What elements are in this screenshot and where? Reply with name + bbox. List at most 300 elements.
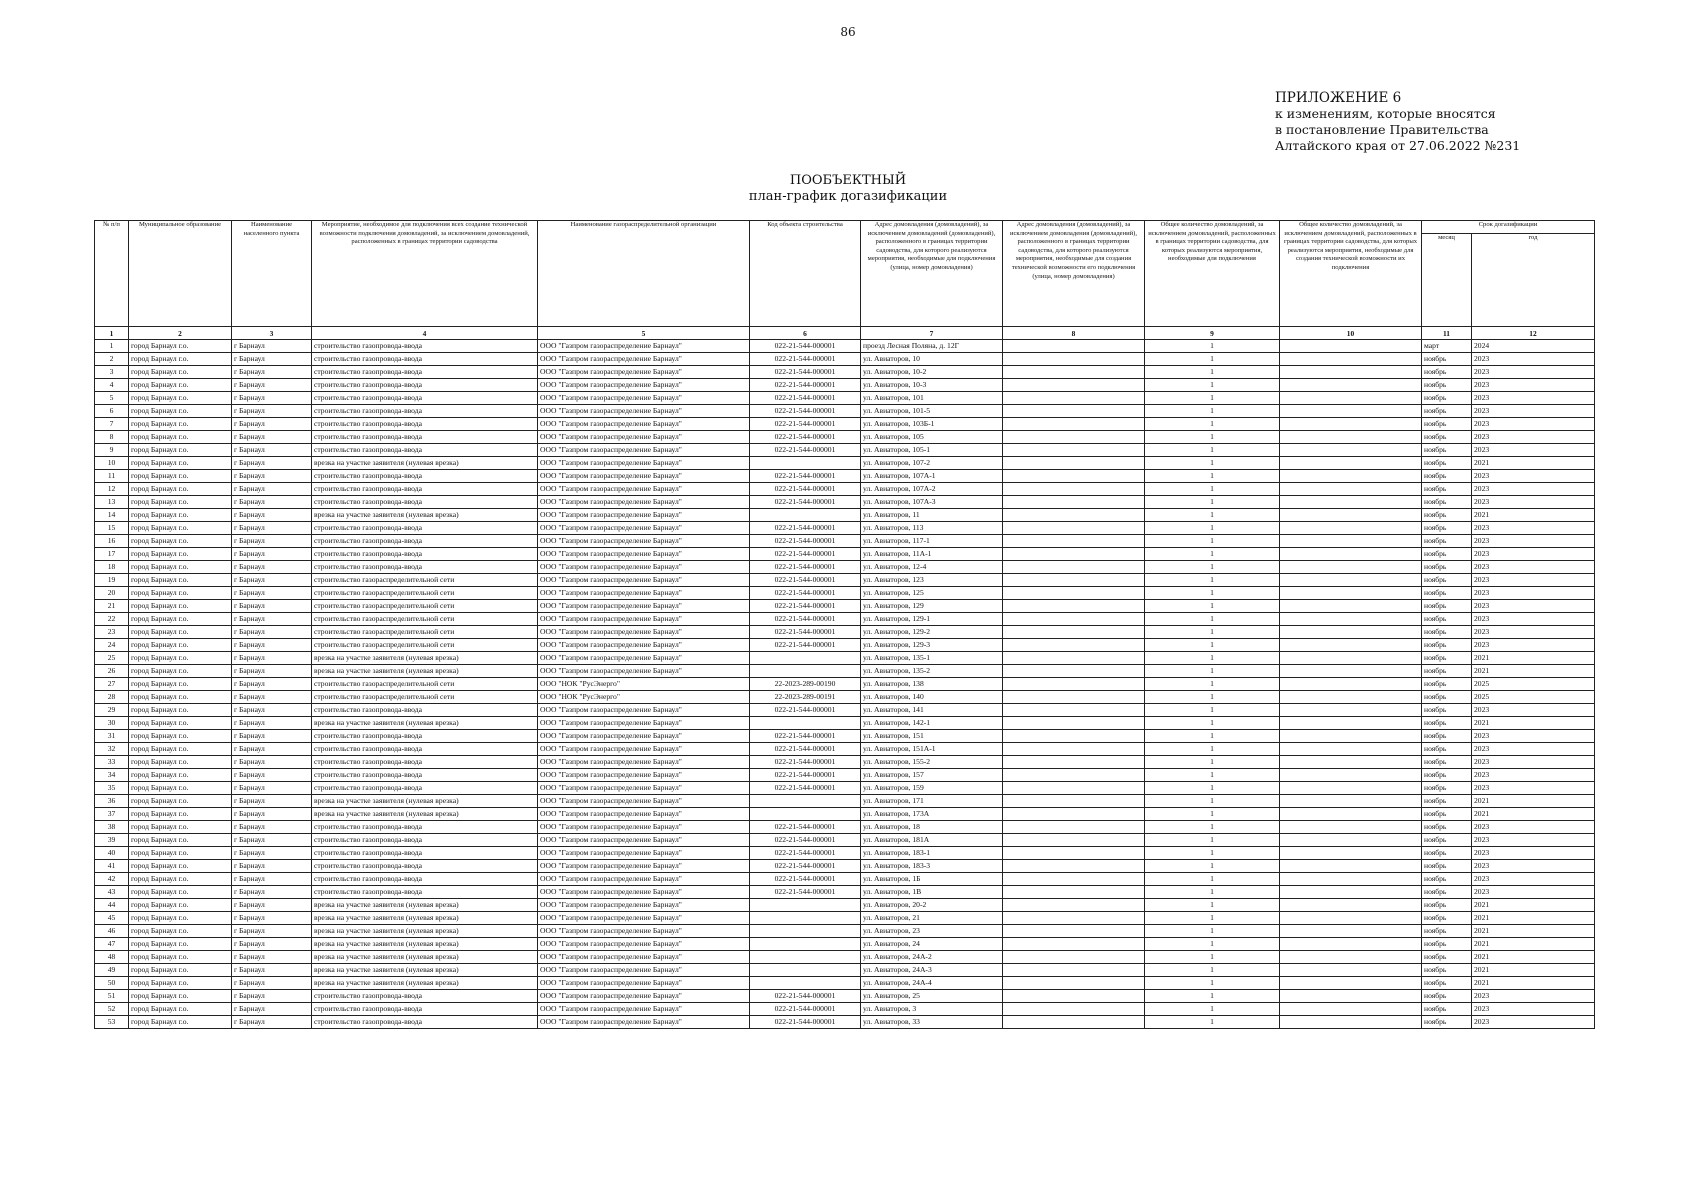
count-cell: 1 <box>1145 964 1280 977</box>
row-number-cell: 27 <box>95 678 129 691</box>
object-code-cell: 022-21-544-000001 <box>750 418 861 431</box>
year-cell: 2023 <box>1472 821 1595 834</box>
organization-cell: ООО "Газпром газораспределение Барнаул" <box>538 834 750 847</box>
organization-cell: ООО "Газпром газораспределение Барнаул" <box>538 561 750 574</box>
table-row <box>95 691 1595 704</box>
organization-cell: ООО "Газпром газораспределение Барнаул" <box>538 496 750 509</box>
count-tech-cell <box>1280 587 1422 600</box>
municipality-cell: город Барнаул г.о. <box>129 600 232 613</box>
table-row <box>95 899 1595 912</box>
table-row <box>95 821 1595 834</box>
year-cell: 2023 <box>1472 522 1595 535</box>
count-tech-cell <box>1280 756 1422 769</box>
settlement-cell: г Барнаул <box>232 1016 312 1029</box>
organization-cell: ООО "Газпром газораспределение Барнаул" <box>538 652 750 665</box>
address-tech-cell <box>1003 977 1145 990</box>
month-cell: ноябрь <box>1422 405 1472 418</box>
year-cell: 2023 <box>1472 353 1595 366</box>
settlement-cell: г Барнаул <box>232 977 312 990</box>
count-cell: 1 <box>1145 418 1280 431</box>
table-row <box>95 431 1595 444</box>
row-number-cell: 13 <box>95 496 129 509</box>
address-tech-cell <box>1003 418 1145 431</box>
year-cell: 2023 <box>1472 418 1595 431</box>
address-tech-cell <box>1003 561 1145 574</box>
organization-cell: ООО "Газпром газораспределение Барнаул" <box>538 574 750 587</box>
month-cell: ноябрь <box>1422 509 1472 522</box>
count-cell: 1 <box>1145 912 1280 925</box>
count-cell: 1 <box>1145 730 1280 743</box>
activity-cell: врезка на участке заявителя (нулевая врезка) <box>312 795 538 808</box>
address-tech-cell <box>1003 912 1145 925</box>
count-cell: 1 <box>1145 860 1280 873</box>
address-tech-cell <box>1003 899 1145 912</box>
settlement-cell: г Барнаул <box>232 821 312 834</box>
address-tech-cell <box>1003 379 1145 392</box>
address-tech-cell <box>1003 626 1145 639</box>
settlement-cell: г Барнаул <box>232 899 312 912</box>
address-tech-cell <box>1003 574 1145 587</box>
object-code-cell: 022-21-544-000001 <box>750 574 861 587</box>
month-cell: ноябрь <box>1422 548 1472 561</box>
count-cell: 1 <box>1145 990 1280 1003</box>
table-row <box>95 561 1595 574</box>
count-cell: 1 <box>1145 691 1280 704</box>
object-code-cell: 22-2023-289-00191 <box>750 691 861 704</box>
organization-cell: ООО "Газпром газораспределение Барнаул" <box>538 769 750 782</box>
count-tech-cell <box>1280 912 1422 925</box>
row-number-cell: 32 <box>95 743 129 756</box>
appendix-title: ПРИЛОЖЕНИЕ 6 <box>1275 90 1402 106</box>
organization-cell: ООО "Газпром газораспределение Барнаул" <box>538 1003 750 1016</box>
count-tech-cell <box>1280 730 1422 743</box>
organization-cell: ООО "Газпром газораспределение Барнаул" <box>538 704 750 717</box>
municipality-cell: город Барнаул г.о. <box>129 340 232 353</box>
month-cell: ноябрь <box>1422 964 1472 977</box>
address-cell: ул. Авиатоpов, 155-2 <box>861 756 1003 769</box>
object-code-cell: 022-21-544-000001 <box>750 340 861 353</box>
count-cell: 1 <box>1145 405 1280 418</box>
count-cell: 1 <box>1145 444 1280 457</box>
count-tech-cell <box>1280 639 1422 652</box>
activity-cell: строительство газопровода-ввода <box>312 821 538 834</box>
year-cell: 2021 <box>1472 912 1595 925</box>
count-cell: 1 <box>1145 769 1280 782</box>
month-cell: ноябрь <box>1422 366 1472 379</box>
object-code-cell <box>750 652 861 665</box>
month-cell: ноябрь <box>1422 782 1472 795</box>
table-row <box>95 509 1595 522</box>
document-title-line1: ПООБЪЕКТНЫЙ <box>789 173 907 188</box>
activity-cell: строительство газораспределительной сети <box>312 574 538 587</box>
address-tech-cell <box>1003 691 1145 704</box>
column-number: 8 <box>1003 327 1145 340</box>
count-cell: 1 <box>1145 457 1280 470</box>
row-number-cell: 5 <box>95 392 129 405</box>
address-tech-cell <box>1003 847 1145 860</box>
municipality-cell: город Барнаул г.о. <box>129 639 232 652</box>
organization-cell: ООО "Газпром газораспределение Барнаул" <box>538 626 750 639</box>
year-cell: 2023 <box>1472 756 1595 769</box>
row-number-cell: 34 <box>95 769 129 782</box>
count-cell: 1 <box>1145 561 1280 574</box>
month-cell: ноябрь <box>1422 522 1472 535</box>
address-cell: ул. Авиатоpов, 141 <box>861 704 1003 717</box>
municipality-cell: город Барнаул г.о. <box>129 574 232 587</box>
activity-cell: строительство газораспределительной сети <box>312 600 538 613</box>
row-number-cell: 48 <box>95 951 129 964</box>
municipality-cell: город Барнаул г.о. <box>129 808 232 821</box>
address-tech-cell <box>1003 496 1145 509</box>
activity-cell: врезка на участке заявителя (нулевая врезка) <box>312 912 538 925</box>
organization-cell: ООО "Газпром газораспределение Барнаул" <box>538 977 750 990</box>
municipality-cell: город Барнаул г.о. <box>129 756 232 769</box>
count-tech-cell <box>1280 782 1422 795</box>
count-cell: 1 <box>1145 951 1280 964</box>
year-cell: 2023 <box>1472 470 1595 483</box>
year-cell: 2021 <box>1472 509 1595 522</box>
appendix-line: к изменениям, которые вносятся <box>1275 106 1496 121</box>
column-number: 7 <box>861 327 1003 340</box>
header-col3: Наименование населенного пункта <box>232 221 312 327</box>
document-title <box>0 173 1696 205</box>
address-tech-cell <box>1003 704 1145 717</box>
settlement-cell: г Барнаул <box>232 912 312 925</box>
address-cell: ул. Авиатоpов, 18 <box>861 821 1003 834</box>
municipality-cell: город Барнаул г.о. <box>129 496 232 509</box>
settlement-cell: г Барнаул <box>232 860 312 873</box>
organization-cell: ООО "Газпром газораспределение Барнаул" <box>538 665 750 678</box>
organization-cell: ООО "Газпром газораспределение Барнаул" <box>538 535 750 548</box>
municipality-cell: город Барнаул г.о. <box>129 847 232 860</box>
table-row <box>95 613 1595 626</box>
year-cell: 2021 <box>1472 925 1595 938</box>
row-number-cell: 21 <box>95 600 129 613</box>
address-tech-cell <box>1003 522 1145 535</box>
municipality-cell: город Барнаул г.о. <box>129 522 232 535</box>
settlement-cell: г Барнаул <box>232 496 312 509</box>
year-cell: 2023 <box>1472 639 1595 652</box>
count-tech-cell <box>1280 496 1422 509</box>
address-cell: ул. Авиатоpов, 10 <box>861 353 1003 366</box>
row-number-cell: 43 <box>95 886 129 899</box>
row-number-cell: 20 <box>95 587 129 600</box>
municipality-cell: город Барнаул г.о. <box>129 1016 232 1029</box>
address-tech-cell <box>1003 1016 1145 1029</box>
year-cell: 2023 <box>1472 769 1595 782</box>
organization-cell: ООО "Газпром газораспределение Барнаул" <box>538 392 750 405</box>
year-cell: 2023 <box>1472 782 1595 795</box>
organization-cell: ООО "Газпром газораспределение Барнаул" <box>538 483 750 496</box>
organization-cell: ООО "Газпром газораспределение Барнаул" <box>538 444 750 457</box>
address-cell: ул. Авиатоpов, 117-1 <box>861 535 1003 548</box>
month-cell: ноябрь <box>1422 899 1472 912</box>
activity-cell: строительство газопровода-ввода <box>312 379 538 392</box>
address-tech-cell <box>1003 808 1145 821</box>
table-row <box>95 626 1595 639</box>
address-cell: ул. Авиатоpов, 159 <box>861 782 1003 795</box>
activity-cell: строительство газопровода-ввода <box>312 366 538 379</box>
month-cell: ноябрь <box>1422 379 1472 392</box>
count-tech-cell <box>1280 613 1422 626</box>
settlement-cell: г Барнаул <box>232 366 312 379</box>
year-cell: 2025 <box>1472 678 1595 691</box>
object-code-cell: 022-21-544-000001 <box>750 353 861 366</box>
address-tech-cell <box>1003 1003 1145 1016</box>
address-cell: ул. Авиатоpов, 138 <box>861 678 1003 691</box>
municipality-cell: город Барнаул г.о. <box>129 912 232 925</box>
header-col11: месяц <box>1422 234 1472 327</box>
address-tech-cell <box>1003 535 1145 548</box>
count-cell: 1 <box>1145 665 1280 678</box>
count-cell: 1 <box>1145 548 1280 561</box>
settlement-cell: г Барнаул <box>232 938 312 951</box>
month-cell: ноябрь <box>1422 743 1472 756</box>
address-cell: ул. Авиатоpов, 24А-2 <box>861 951 1003 964</box>
organization-cell: ООО "НОК "РусЭнерго" <box>538 678 750 691</box>
page-number: 86 <box>840 25 856 39</box>
object-code-cell: 022-21-544-000001 <box>750 548 861 561</box>
settlement-cell: г Барнаул <box>232 600 312 613</box>
table-row <box>95 1003 1595 1016</box>
count-tech-cell <box>1280 691 1422 704</box>
settlement-cell: г Барнаул <box>232 691 312 704</box>
organization-cell: ООО "Газпром газораспределение Барнаул" <box>538 717 750 730</box>
count-tech-cell <box>1280 717 1422 730</box>
address-cell: ул. Авиатоpов, 183-3 <box>861 860 1003 873</box>
row-number-cell: 46 <box>95 925 129 938</box>
month-cell: ноябрь <box>1422 613 1472 626</box>
settlement-cell: г Барнаул <box>232 457 312 470</box>
object-code-cell: 022-21-544-000001 <box>750 444 861 457</box>
organization-cell: ООО "Газпром газораспределение Барнаул" <box>538 366 750 379</box>
month-cell: ноябрь <box>1422 353 1472 366</box>
count-tech-cell <box>1280 678 1422 691</box>
activity-cell: строительство газопровода-ввода <box>312 483 538 496</box>
municipality-cell: город Барнаул г.о. <box>129 444 232 457</box>
count-cell: 1 <box>1145 613 1280 626</box>
organization-cell: ООО "Газпром газораспределение Барнаул" <box>538 457 750 470</box>
address-tech-cell <box>1003 990 1145 1003</box>
settlement-cell: г Барнаул <box>232 522 312 535</box>
address-tech-cell <box>1003 587 1145 600</box>
year-cell: 2021 <box>1472 951 1595 964</box>
schedule-table <box>94 220 1595 1029</box>
table-row <box>95 444 1595 457</box>
activity-cell: строительство газораспределительной сети <box>312 626 538 639</box>
month-cell: ноябрь <box>1422 652 1472 665</box>
table-row <box>95 834 1595 847</box>
month-cell: ноябрь <box>1422 938 1472 951</box>
organization-cell: ООО "Газпром газораспределение Барнаул" <box>538 470 750 483</box>
address-tech-cell <box>1003 730 1145 743</box>
settlement-cell: г Барнаул <box>232 561 312 574</box>
table-row <box>95 860 1595 873</box>
month-cell: ноябрь <box>1422 418 1472 431</box>
month-cell: ноябрь <box>1422 457 1472 470</box>
municipality-cell: город Барнаул г.о. <box>129 392 232 405</box>
month-cell: ноябрь <box>1422 444 1472 457</box>
municipality-cell: город Барнаул г.о. <box>129 977 232 990</box>
activity-cell: врезка на участке заявителя (нулевая врезка) <box>312 665 538 678</box>
address-tech-cell <box>1003 366 1145 379</box>
organization-cell: ООО "Газпром газораспределение Барнаул" <box>538 821 750 834</box>
municipality-cell: город Барнаул г.о. <box>129 509 232 522</box>
month-cell: ноябрь <box>1422 795 1472 808</box>
row-number-cell: 26 <box>95 665 129 678</box>
object-code-cell <box>750 509 861 522</box>
year-cell: 2021 <box>1472 808 1595 821</box>
address-tech-cell <box>1003 548 1145 561</box>
row-number-cell: 24 <box>95 639 129 652</box>
row-number-cell: 18 <box>95 561 129 574</box>
count-cell: 1 <box>1145 509 1280 522</box>
activity-cell: врезка на участке заявителя (нулевая врезка) <box>312 938 538 951</box>
settlement-cell: г Барнаул <box>232 665 312 678</box>
row-number-cell: 53 <box>95 1016 129 1029</box>
row-number-cell: 25 <box>95 652 129 665</box>
organization-cell: ООО "Газпром газораспределение Барнаул" <box>538 912 750 925</box>
count-cell: 1 <box>1145 366 1280 379</box>
address-tech-cell <box>1003 652 1145 665</box>
address-cell: ул. Авиатоpов, 105-1 <box>861 444 1003 457</box>
municipality-cell: город Барнаул г.о. <box>129 1003 232 1016</box>
address-tech-cell <box>1003 405 1145 418</box>
object-code-cell <box>750 717 861 730</box>
count-tech-cell <box>1280 522 1422 535</box>
count-tech-cell <box>1280 392 1422 405</box>
municipality-cell: город Барнаул г.о. <box>129 652 232 665</box>
count-cell: 1 <box>1145 717 1280 730</box>
object-code-cell: 022-21-544-000001 <box>750 496 861 509</box>
year-cell: 2024 <box>1472 340 1595 353</box>
address-tech-cell <box>1003 483 1145 496</box>
month-cell: ноябрь <box>1422 756 1472 769</box>
address-tech-cell <box>1003 769 1145 782</box>
organization-cell: ООО "Газпром газораспределение Барнаул" <box>538 860 750 873</box>
table-row <box>95 886 1595 899</box>
address-tech-cell <box>1003 782 1145 795</box>
header-col7: Адрес домовладения (домовладений), за исключением домовладений (домовладений), расположенного в границах территории садоводства, для которого реализуются мероприятия, необходимые для подключения (улица, номер домовладения) <box>861 221 1003 327</box>
address-cell: ул. Авиатоpов, 21 <box>861 912 1003 925</box>
settlement-cell: г Барнаул <box>232 795 312 808</box>
settlement-cell: г Барнаул <box>232 470 312 483</box>
count-tech-cell <box>1280 834 1422 847</box>
object-code-cell: 022-21-544-000001 <box>750 1003 861 1016</box>
municipality-cell: город Барнаул г.о. <box>129 821 232 834</box>
object-code-cell: 022-21-544-000001 <box>750 483 861 496</box>
activity-cell: строительство газопровода-ввода <box>312 782 538 795</box>
count-cell: 1 <box>1145 392 1280 405</box>
settlement-cell: г Барнаул <box>232 392 312 405</box>
activity-cell: строительство газопровода-ввода <box>312 1016 538 1029</box>
year-cell: 2023 <box>1472 990 1595 1003</box>
table-row <box>95 457 1595 470</box>
row-number-cell: 6 <box>95 405 129 418</box>
address-cell: ул. Авиатоpов, 24А-3 <box>861 964 1003 977</box>
row-number-cell: 9 <box>95 444 129 457</box>
year-cell: 2021 <box>1472 457 1595 470</box>
count-cell: 1 <box>1145 639 1280 652</box>
table-row <box>95 769 1595 782</box>
address-tech-cell <box>1003 886 1145 899</box>
object-code-cell: 022-21-544-000001 <box>750 405 861 418</box>
settlement-cell: г Барнаул <box>232 678 312 691</box>
activity-cell: строительство газопровода-ввода <box>312 1003 538 1016</box>
object-code-cell <box>750 977 861 990</box>
address-cell: ул. Авиатоpов, 10-3 <box>861 379 1003 392</box>
column-number: 9 <box>1145 327 1280 340</box>
count-cell: 1 <box>1145 652 1280 665</box>
address-cell: ул. Авиатоpов, 151А-1 <box>861 743 1003 756</box>
count-cell: 1 <box>1145 353 1280 366</box>
count-tech-cell <box>1280 457 1422 470</box>
row-number-cell: 11 <box>95 470 129 483</box>
activity-cell: строительство газораспределительной сети <box>312 587 538 600</box>
municipality-cell: город Барнаул г.о. <box>129 405 232 418</box>
table-row <box>95 340 1595 353</box>
count-tech-cell <box>1280 769 1422 782</box>
settlement-cell: г Барнаул <box>232 548 312 561</box>
municipality-cell: город Барнаул г.о. <box>129 704 232 717</box>
table-row <box>95 600 1595 613</box>
month-cell: ноябрь <box>1422 574 1472 587</box>
row-number-cell: 35 <box>95 782 129 795</box>
count-tech-cell <box>1280 821 1422 834</box>
object-code-cell: 022-21-544-000001 <box>750 730 861 743</box>
address-cell: ул. Авиатоpов, 135-1 <box>861 652 1003 665</box>
month-cell: ноябрь <box>1422 808 1472 821</box>
municipality-cell: город Барнаул г.о. <box>129 535 232 548</box>
row-number-cell: 52 <box>95 1003 129 1016</box>
activity-cell: строительство газопровода-ввода <box>312 990 538 1003</box>
table-row <box>95 535 1595 548</box>
table-row <box>95 366 1595 379</box>
organization-cell: ООО "Газпром газораспределение Барнаул" <box>538 847 750 860</box>
count-cell: 1 <box>1145 340 1280 353</box>
table-row <box>95 353 1595 366</box>
settlement-cell: г Барнаул <box>232 405 312 418</box>
municipality-cell: город Барнаул г.о. <box>129 418 232 431</box>
address-cell: ул. Авиатоpов, 171 <box>861 795 1003 808</box>
municipality-cell: город Барнаул г.о. <box>129 938 232 951</box>
count-tech-cell <box>1280 561 1422 574</box>
address-cell: ул. Авиатоpов, 11А-1 <box>861 548 1003 561</box>
address-cell: ул. Авиатоpов, 107А-2 <box>861 483 1003 496</box>
organization-cell: ООО "Газпром газораспределение Барнаул" <box>538 795 750 808</box>
address-tech-cell <box>1003 678 1145 691</box>
address-cell: ул. Авиатоpов, 1Б <box>861 873 1003 886</box>
table-row <box>95 639 1595 652</box>
municipality-cell: город Барнаул г.о. <box>129 873 232 886</box>
object-code-cell: 022-21-544-000001 <box>750 990 861 1003</box>
object-code-cell <box>750 808 861 821</box>
settlement-cell: г Барнаул <box>232 730 312 743</box>
activity-cell: врезка на участке заявителя (нулевая врезка) <box>312 717 538 730</box>
address-tech-cell <box>1003 665 1145 678</box>
row-number-cell: 16 <box>95 535 129 548</box>
organization-cell: ООО "Газпром газораспределение Барнаул" <box>538 353 750 366</box>
settlement-cell: г Барнаул <box>232 509 312 522</box>
settlement-cell: г Барнаул <box>232 353 312 366</box>
activity-cell: врезка на участке заявителя (нулевая врезка) <box>312 925 538 938</box>
address-cell: ул. Авиатоpов, 3 <box>861 1003 1003 1016</box>
activity-cell: строительство газопровода-ввода <box>312 444 538 457</box>
organization-cell: ООО "Газпром газораспределение Барнаул" <box>538 405 750 418</box>
municipality-cell: город Барнаул г.о. <box>129 470 232 483</box>
year-cell: 2023 <box>1472 405 1595 418</box>
object-code-cell: 022-21-544-000001 <box>750 522 861 535</box>
